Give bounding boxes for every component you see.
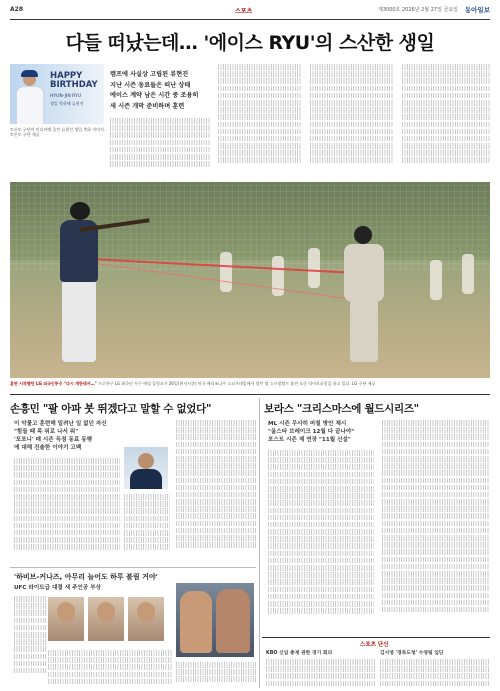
- boras-body-col2: [382, 420, 490, 634]
- brief-item-2-title: 김서영 '경북도청' 수영팀 입단: [380, 651, 444, 656]
- boras-body-col1: [268, 450, 374, 634]
- ufc-body-col1: [14, 596, 46, 686]
- son-ufc-divider: [10, 567, 256, 568]
- son-body-col3: [124, 494, 170, 562]
- ufc-subhead: UFC 라이트급 대결 새 주인공 부상: [14, 585, 102, 591]
- ufc-body-col2: [48, 650, 172, 686]
- brief-rule: [262, 637, 490, 638]
- pitcher-figure: [342, 226, 386, 366]
- birthday-name: HYUN-JIN RYU: [50, 94, 81, 99]
- ufc-fighter-photo: [176, 583, 254, 657]
- son-body-col2: [176, 420, 256, 562]
- column-divider: [259, 398, 260, 688]
- section-label: 스포츠: [235, 8, 253, 15]
- sports-brief-bar: [262, 640, 490, 650]
- birthday-photo: [10, 64, 104, 124]
- issue-info: 제3000호 2026년 2월 27일 금요일: [378, 7, 458, 13]
- ufc-fighter-thumbnails: [48, 597, 164, 647]
- player-figure: [14, 70, 44, 124]
- newspaper-logo: 동아일보: [464, 6, 490, 14]
- ufc-headline: '하비브-커나즈, 아무리 늘어도 하루 불림 거야': [14, 573, 158, 581]
- top-rule: [10, 19, 490, 20]
- brief-item-1-title: KBO 신임 총재 권한 경기 회의: [266, 651, 333, 656]
- article-subhead: 캠프에 사실상 고립된 류현진 지난 시즌 동료들은 떠난 상태 에이스 계약 남은 시간 중 조용히 새 시즌 개막 준비하며 훈련: [110, 71, 199, 110]
- birthday-title: HAPPY BIRTHDAY: [50, 71, 98, 90]
- article-body-col2: [218, 64, 302, 174]
- brief-item-1-body: [266, 659, 376, 687]
- son-subhead: 이 악물고 훈련해 밀려난 일 없던 자신 "힘들 때 목 위로 나서 줘" '포포니' 매 시즌 득점 동료 동행 에 대해 진솔한 이야기 고백: [14, 421, 107, 451]
- brief-item-2-body: [380, 659, 490, 687]
- page-number: A28: [10, 6, 23, 13]
- mid-rule: [10, 394, 490, 395]
- boras-subhead: ML 시즌 무사히 마칠 방안 제시 "올스타 브레이크 12월 다 끝나야" 포스트 시즌 제 연장 "11월 신설": [268, 421, 355, 443]
- birthday-caption: 토론토 구단이 미디어에 올린 류현진 생일 축하 이미지. 토론토 구단 제공: [10, 127, 106, 137]
- masthead: [10, 6, 490, 18]
- article-body-col1: [110, 118, 210, 174]
- sports-brief-label: 스포츠 단신: [360, 642, 389, 648]
- article-body-col3: [310, 64, 394, 174]
- son-body-col1: [14, 458, 120, 562]
- son-photo: [124, 447, 168, 489]
- article-body-col4: [402, 64, 490, 174]
- boras-headline: 보라스 "크리스마스에 월드시리즈": [264, 403, 419, 415]
- son-headline: 손흥민 "팔 아파 붓 뛰겠다고 말할 수 없었다": [10, 403, 212, 415]
- main-headline: 다들 떠났는데… '에이스 RYU'의 스산한 생일: [65, 32, 435, 54]
- birthday-korean: 생일 축하해 류현진: [50, 101, 84, 106]
- baseball-training-photo: [10, 182, 490, 378]
- big-photo-caption: 훈련 시작했던 LG 외국인투수 "다시 걔한테서…" 프로야구 LG 외국인 투수 애덤 플럿코가 26일(현지시간) 미국 애리조나주 스코츠데일에서 열린 팀 스프링캠프 훈련 도중 라이브피칭을 하고 있다. LG 구단 제공: [10, 381, 376, 386]
- ufc-body-col3: [176, 662, 256, 686]
